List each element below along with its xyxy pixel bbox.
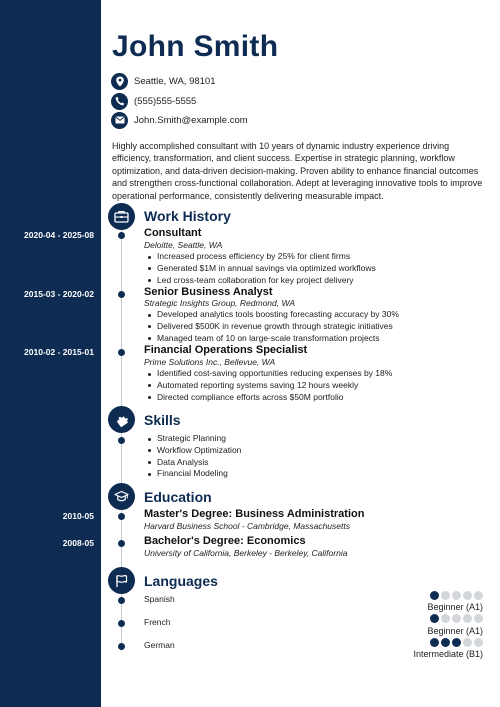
rating-dot <box>441 638 450 647</box>
job-company: Deloitte, Seattle, WA <box>144 240 223 250</box>
job-title: Financial Operations Specialist <box>144 344 308 356</box>
timeline-dot <box>118 620 125 627</box>
list-item: Financial Modeling <box>157 468 241 480</box>
timeline-dot <box>118 643 125 650</box>
map-pin-icon <box>111 73 128 90</box>
rating-dot <box>463 591 472 600</box>
rating-dot <box>452 591 461 600</box>
flag-icon <box>108 567 135 594</box>
timeline-dot <box>118 291 125 298</box>
rating-dot <box>463 638 472 647</box>
job-dates: 2015-03 - 2020-02 <box>24 289 94 299</box>
timeline-dot <box>118 513 125 520</box>
list-item: Identified cost-saving opportunities reducing expenses by 18% <box>157 368 393 378</box>
degree-title: Bachelor's Degree: Economics <box>144 535 306 547</box>
rating-dot <box>430 638 439 647</box>
language-rating <box>430 591 483 600</box>
job-company: Prime Solutions Inc., Bellevue, WA <box>144 357 276 367</box>
rating-dot <box>452 638 461 647</box>
timeline-dot <box>118 232 125 239</box>
rating-dot <box>474 614 483 623</box>
rating-dot <box>430 591 439 600</box>
timeline-dot <box>118 349 125 356</box>
language-rating <box>430 614 483 623</box>
section-title-education: Education <box>144 489 212 505</box>
rating-dot <box>463 614 472 623</box>
job-dates: 2020-04 - 2025-08 <box>24 230 94 240</box>
list-item: Led cross-team collaboration for key project delivery <box>157 275 376 287</box>
language-name: German <box>144 640 175 650</box>
envelope-icon <box>111 112 128 129</box>
education-date: 2008-05 <box>62 538 94 548</box>
rating-dot <box>430 614 439 623</box>
language-level: Beginner (A1) <box>427 626 483 636</box>
rating-dot <box>474 591 483 600</box>
job-dates: 2010-02 - 2015-01 <box>24 347 94 357</box>
language-name: French <box>144 617 171 627</box>
timeline-dot <box>118 437 125 444</box>
list-item: Managed team of 10 on large-scale transformation projects <box>157 333 399 345</box>
professional-summary: Highly accomplished consultant with 10 years of dynamic industry experience driving efficiency, transformation, and client success. Expertise in strategic planning, workflow optimization, and data-driven decision-making. Proven ability to enhance financial outcomes and strengthen cross-functional collaboration. Adept at leveraging innovative tools to improve operational performance, consistently delivering measurable impact. <box>112 141 483 201</box>
rating-dot <box>441 591 450 600</box>
contact-location <box>111 72 216 90</box>
job-bullets <box>144 251 376 286</box>
language-level: Beginner (A1) <box>427 602 483 612</box>
job-title: Consultant <box>144 227 202 239</box>
phone-text: (555)555-5555 <box>134 95 197 107</box>
section-title-work-history: Work History <box>144 208 231 224</box>
job-company: Strategic Insights Group, Redmond, WA <box>144 298 296 308</box>
degree-title: Master's Degree: Business Administration <box>144 508 365 520</box>
education-date: 2010-05 <box>62 511 94 521</box>
briefcase-icon <box>108 203 135 230</box>
school-name: Harvard Business School - Cambridge, Massachusetts <box>144 521 350 531</box>
section-title-languages: Languages <box>144 573 218 589</box>
list-item: Automated reporting systems saving 12 hours weekly <box>157 380 392 392</box>
contact-phone <box>111 92 196 110</box>
language-rating <box>430 638 483 647</box>
skills-list <box>144 433 241 480</box>
language-level: Intermediate (B1) <box>413 649 483 659</box>
language-name: Spanish <box>144 594 175 604</box>
rating-dot <box>441 614 450 623</box>
graduation-cap-icon <box>108 483 135 510</box>
list-item: Workflow Optimization <box>157 444 242 455</box>
email-link[interactable]: John.Smith@example.com <box>134 114 248 126</box>
candidate-name: John Smith <box>112 30 279 63</box>
list-item: Strategic Planning <box>157 433 241 445</box>
rating-dot <box>452 614 461 623</box>
phone-icon <box>111 93 128 110</box>
list-item: Increased process efficiency by 25% for client firms <box>157 251 376 263</box>
contact-email[interactable] <box>111 111 248 129</box>
school-name: University of California, Berkeley - Berkeley, California <box>144 548 348 558</box>
list-item: Generated $1M in annual savings via optimized workflows <box>157 262 376 273</box>
list-item: Directed compliance efforts across $50M portfolio <box>157 392 392 404</box>
list-item: Delivered $500K in revenue growth through strategic initiatives <box>157 321 399 333</box>
job-title: Senior Business Analyst <box>144 286 273 298</box>
list-item: Developed analytics tools boosting forecasting accuracy by 30% <box>157 309 399 319</box>
job-bullets <box>144 309 399 344</box>
job-bullets <box>144 368 392 403</box>
location-text: Seattle, WA, 98101 <box>134 75 216 87</box>
puzzle-icon <box>108 406 135 433</box>
timeline-dot <box>118 597 125 604</box>
section-title-skills: Skills <box>144 412 181 428</box>
timeline-dot <box>118 540 125 547</box>
list-item: Data Analysis <box>157 457 241 469</box>
rating-dot <box>474 638 483 647</box>
